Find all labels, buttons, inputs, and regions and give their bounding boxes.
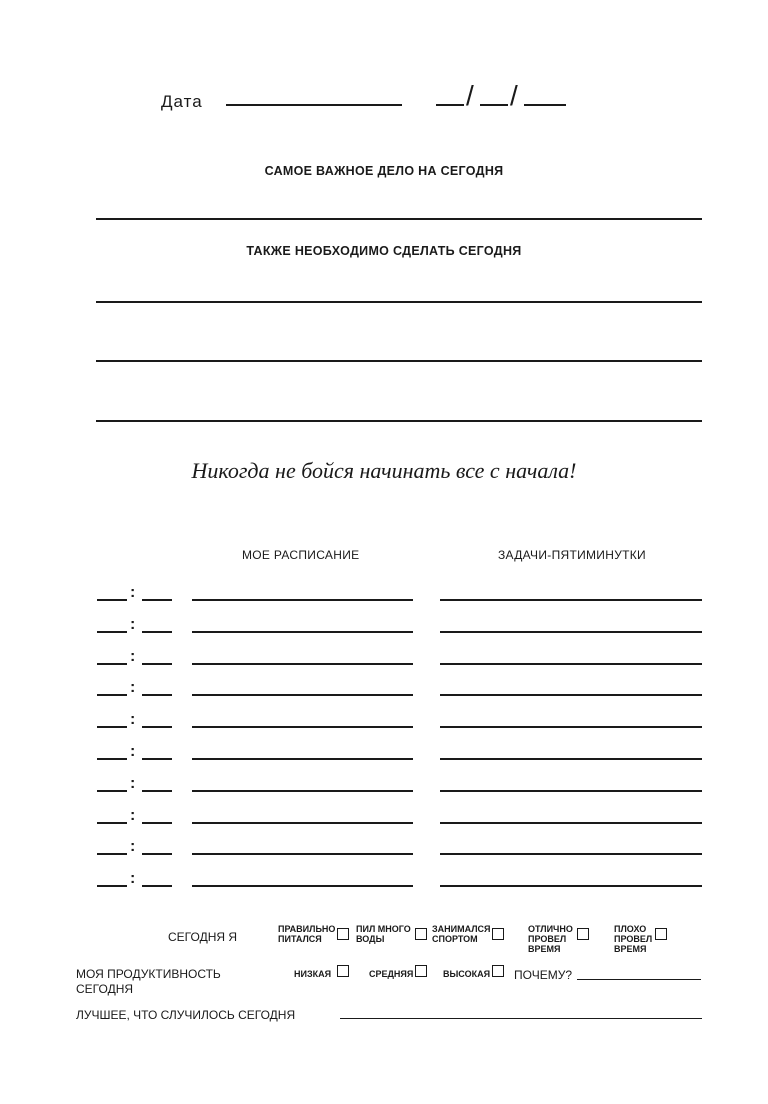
schedule-hour-field[interactable] (97, 663, 127, 665)
option-text: ЗАНИМАЛСЯ (432, 924, 491, 934)
best-thing-line[interactable] (340, 1018, 702, 1019)
five-min-task-line[interactable] (440, 853, 702, 855)
option-text: СПОРТОМ (432, 934, 478, 944)
schedule-entry-line[interactable] (192, 631, 413, 633)
today-i-label: СЕГОДНЯ Я (168, 930, 238, 944)
schedule-minute-field[interactable] (142, 822, 172, 824)
motivational-quote: Никогда не бойся начинать все с начала! (191, 458, 577, 483)
date-text-field[interactable] (226, 104, 402, 106)
schedule-minute-field[interactable] (142, 885, 172, 887)
date-separator-2: / (510, 80, 518, 111)
time-colon: : (130, 616, 136, 633)
option-text: ВРЕМЯ (528, 944, 561, 954)
five-min-tasks-heading: ЗАДАЧИ-ПЯТИМИНУТКИ (498, 548, 646, 562)
time-colon: : (130, 584, 136, 601)
schedule-entry-line[interactable] (192, 758, 413, 760)
schedule-entry-line[interactable] (192, 885, 413, 887)
schedule-minute-field[interactable] (142, 790, 172, 792)
schedule-hour-field[interactable] (97, 694, 127, 696)
option-did-sport (432, 924, 491, 944)
time-colon: : (130, 743, 136, 760)
productivity-label-line: МОЯ ПРОДУКТИВНОСТЬ (76, 967, 221, 981)
also-needed-heading: ТАКЖЕ НЕОБХОДИМО СДЕЛАТЬ СЕГОДНЯ (246, 244, 522, 258)
schedule-hour-field[interactable] (97, 631, 127, 633)
option-text: ПИТАЛСЯ (278, 934, 322, 944)
date-label: Дата (161, 92, 203, 111)
option-text: ПРОВЕЛ (528, 934, 567, 944)
five-min-task-line[interactable] (440, 599, 702, 601)
good-time-checkbox[interactable] (577, 928, 589, 940)
option-text: ПРАВИЛЬНО (278, 924, 336, 934)
option-ate-right (278, 924, 335, 944)
productivity-label (76, 967, 221, 997)
ate-right-checkbox[interactable] (337, 928, 349, 940)
schedule-minute-field[interactable] (142, 726, 172, 728)
five-min-task-line[interactable] (440, 822, 702, 824)
schedule-entry-line[interactable] (192, 694, 413, 696)
schedule-minute-field[interactable] (142, 694, 172, 696)
date-separator-1: / (466, 80, 474, 111)
five-min-task-line[interactable] (440, 694, 702, 696)
date-day-field[interactable] (436, 104, 464, 106)
bad-time-checkbox[interactable] (655, 928, 667, 940)
date-year-field[interactable] (524, 104, 566, 106)
option-bad-time (614, 924, 652, 954)
time-colon: : (130, 838, 136, 855)
schedule-minute-field[interactable] (142, 758, 172, 760)
time-colon: : (130, 807, 136, 824)
schedule-entry-line[interactable] (192, 822, 413, 824)
productivity-low-label: НИЗКАЯ (294, 969, 332, 979)
productivity-high-label: ВЫСОКАЯ (443, 969, 491, 979)
five-min-task-line[interactable] (440, 758, 702, 760)
schedule-minute-field[interactable] (142, 663, 172, 665)
time-colon: : (130, 711, 136, 728)
drank-water-checkbox[interactable] (415, 928, 427, 940)
five-min-task-line[interactable] (440, 726, 702, 728)
five-min-task-line[interactable] (440, 663, 702, 665)
five-min-task-line[interactable] (440, 790, 702, 792)
schedule-minute-field[interactable] (142, 599, 172, 601)
most-important-heading: САМОЕ ВАЖНОЕ ДЕЛО НА СЕГОДНЯ (264, 164, 504, 178)
option-text: ВРЕМЯ (614, 944, 647, 954)
did-sport-checkbox[interactable] (492, 928, 504, 940)
schedule-entry-line[interactable] (192, 663, 413, 665)
productivity-medium-checkbox[interactable] (415, 965, 427, 977)
schedule-minute-field[interactable] (142, 631, 172, 633)
option-text: ВОДЫ (356, 934, 385, 944)
option-text: ПИЛ МНОГО (356, 924, 411, 934)
time-colon: : (130, 679, 136, 696)
schedule-hour-field[interactable] (97, 758, 127, 760)
productivity-high-checkbox[interactable] (492, 965, 504, 977)
best-thing-label: ЛУЧШЕЕ, ЧТО СЛУЧИЛОСЬ СЕГОДНЯ (76, 1008, 296, 1022)
productivity-medium-label: СРЕДНЯЯ (369, 969, 414, 979)
schedule-hour-field[interactable] (97, 599, 127, 601)
option-drank-water (356, 924, 411, 944)
option-text: ОТЛИЧНО (528, 924, 573, 934)
option-good-time (528, 924, 573, 954)
also-needed-line-3[interactable] (96, 420, 702, 422)
time-colon: : (130, 775, 136, 792)
productivity-label-line: СЕГОДНЯ (76, 982, 134, 996)
five-min-task-line[interactable] (440, 885, 702, 887)
schedule-entry-line[interactable] (192, 790, 413, 792)
time-colon: : (130, 648, 136, 665)
schedule-hour-field[interactable] (97, 853, 127, 855)
option-text: ПЛОХО (614, 924, 647, 934)
schedule-heading: МОЕ РАСПИСАНИЕ (242, 548, 360, 562)
schedule-hour-field[interactable] (97, 822, 127, 824)
date-month-field[interactable] (480, 104, 508, 106)
also-needed-line-1[interactable] (96, 301, 702, 303)
why-line[interactable] (577, 979, 701, 980)
five-min-task-line[interactable] (440, 631, 702, 633)
also-needed-line-2[interactable] (96, 360, 702, 362)
productivity-low-checkbox[interactable] (337, 965, 349, 977)
schedule-entry-line[interactable] (192, 599, 413, 601)
time-colon: : (130, 870, 136, 887)
why-label: ПОЧЕМУ? (514, 968, 572, 982)
schedule-entry-line[interactable] (192, 726, 413, 728)
most-important-line[interactable] (96, 218, 702, 220)
schedule-hour-field[interactable] (97, 885, 127, 887)
schedule-hour-field[interactable] (97, 790, 127, 792)
option-text: ПРОВЕЛ (614, 934, 653, 944)
schedule-minute-field[interactable] (142, 853, 172, 855)
schedule-entry-line[interactable] (192, 853, 413, 855)
schedule-hour-field[interactable] (97, 726, 127, 728)
